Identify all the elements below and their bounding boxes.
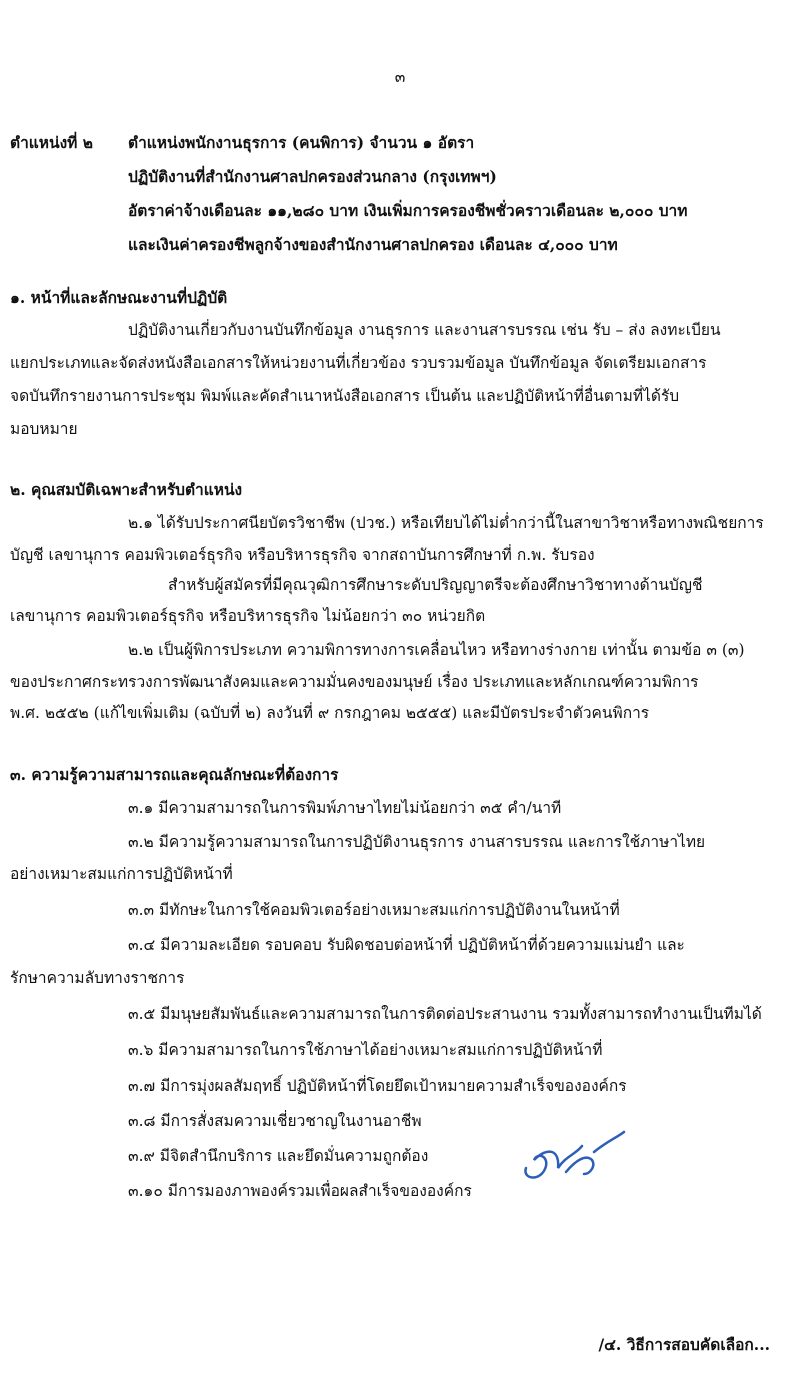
section3-line: ๓.๘ มีการสั่งสมความเชี่ยวชาญในงานอาชีพ xyxy=(128,1112,422,1130)
section1-heading: ๑. หน้าที่และลักษณะงานที่ปฏิบัติ xyxy=(10,288,228,307)
section2-line: ของประกาศกระทรวงการพัฒนาสังคมและความมั่นคงของมนุษย์ เรื่อง ประเภทและหลักเกณฑ์ความพิการ xyxy=(10,673,699,691)
page-number: ๓ xyxy=(394,68,406,86)
section1-line: ปฏิบัติงานเกี่ยวกับงานบันทึกข้อมูล งานธุรการ และงานสารบรรณ เช่น รับ – ส่ง ลงทะเบียน xyxy=(128,321,721,339)
section3-heading: ๓. ความรู้ความสามารถและคุณลักษณะที่ต้องการ xyxy=(10,765,339,784)
position-title: ตำแหน่งพนักงานธุรการ (คนพิการ) จำนวน ๑ อัตรา xyxy=(128,133,475,152)
continuation-note: /๔. วิธีการสอบคัดเลือก... xyxy=(598,1335,770,1354)
section3-line: ๓.๑ มีความสามารถในการพิมพ์ภาษาไทยไม่น้อยกว่า ๓๕ คำ/นาที xyxy=(128,799,562,817)
section2-line: ๒.๑ ได้รับประกาศนียบัตรวิชาชีพ (ปวช.) หรือเทียบได้ไม่ต่ำกว่านี้ในสาขาวิชาหรือทางพณิชยการ xyxy=(128,514,764,532)
section3-line: รักษาความลับทางราชการ xyxy=(10,969,185,987)
section3-line: ๓.๒ มีความรู้ความสามารถในการปฏิบัติงานธุรการ งานสารบรรณ และการใช้ภาษาไทย xyxy=(128,833,706,851)
signature-stroke xyxy=(525,1132,624,1178)
section2-line: เลขานุการ คอมพิวเตอร์ธุรกิจ หรือบริหารธุรกิจ ไม่น้อยกว่า ๓๐ หน่วยกิต xyxy=(10,607,486,625)
position-office: ปฏิบัติงานที่สำนักงานศาลปกครองส่วนกลาง (กรุงเทพฯ) xyxy=(128,167,497,186)
section3-line: ๓.๙ มีจิตสำนึกบริการ และยึดมั่นความถูกต้อง xyxy=(128,1147,429,1165)
section2-line: บัญชี เลขานุการ คอมพิวเตอร์ธุรกิจ หรือบริหารธุรกิจ จากสถาบันการศึกษาที่ ก.พ. รับรอง xyxy=(10,546,595,564)
section3-line: ๓.๓ มีทักษะในการใช้คอมพิวเตอร์อย่างเหมาะสมแก่การปฏิบัติงานในหน้าที่ xyxy=(128,901,620,919)
section3-line: ๓.๔ มีความละเอียด รอบคอบ รับผิดชอบต่อหน้าที่ ปฏิบัติหน้าที่ด้วยความแม่นยำ และ xyxy=(128,936,685,954)
position-salary: อัตราค่าจ้างเดือนละ ๑๑,๒๘๐ บาท เงินเพิ่มการครองชีพชั่วคราวเดือนละ ๒,๐๐๐ บาท xyxy=(128,201,688,220)
section3-line: ๓.๖ มีความสามารถในการใช้ภาษาได้อย่างเหมาะสมแก่การปฏิบัติหน้าที่ xyxy=(128,1041,603,1059)
position-label: ตำแหน่งที่ ๒ xyxy=(10,133,93,152)
section1-line: จดบันทึกรายงานการประชุม พิมพ์และคัดสำเนาหนังสือเอกสาร เป็นต้น และปฏิบัติหน้าที่อื่นตามที่ได้รับ xyxy=(10,387,680,405)
section2-line: สำหรับผู้สมัครที่มีคุณวุฒิการศึกษาระดับปริญญาตรีจะต้องศึกษาวิชาทางด้านบัญชี xyxy=(168,576,703,594)
section1-line: แยกประเภทและจัดส่งหนังสือเอกสารให้หน่วยงานที่เกี่ยวข้อง รวบรวมข้อมูล บันทึกข้อมูล จัดเตรียมเอกสาร xyxy=(10,354,707,372)
section2-line: ๒.๒ เป็นผู้พิการประเภท ความพิการทางการเคลื่อนไหว หรือทางร่างกาย เท่านั้น ตามข้อ ๓ (๓) xyxy=(128,641,745,659)
section1-line: มอบหมาย xyxy=(10,420,78,438)
initials-signature xyxy=(520,1128,630,1188)
position-allowance: และเงินค่าครองชีพลูกจ้างของสำนักงานศาลปกครอง เดือนละ ๔,๐๐๐ บาท xyxy=(128,235,618,254)
section3-line: อย่างเหมาะสมแก่การปฏิบัติหน้าที่ xyxy=(10,865,233,883)
section3-line: ๓.๕ มีมนุษยสัมพันธ์และความสามารถในการติดต่อประสานงาน รวมทั้งสามารถทำงานเป็นทีมได้ xyxy=(128,1005,762,1023)
section3-line: ๓.๑๐ มีการมองภาพองค์รวมเพื่อผลสำเร็จขององค์กร xyxy=(128,1182,472,1200)
section3-line: ๓.๗ มีการมุ่งผลสัมฤทธิ์ ปฏิบัติหน้าที่โดยยึดเป้าหมายความสำเร็จขององค์กร xyxy=(128,1077,627,1095)
section2-heading: ๒. คุณสมบัติเฉพาะสำหรับตำแหน่ง xyxy=(10,480,243,499)
section2-line: พ.ศ. ๒๕๕๒ (แก้ไขเพิ่มเติม (ฉบับที่ ๒) ลงวันที่ ๙ กรกฎาคม ๒๕๕๕) และมีบัตรประจำตัวคนพิการ xyxy=(10,704,650,722)
